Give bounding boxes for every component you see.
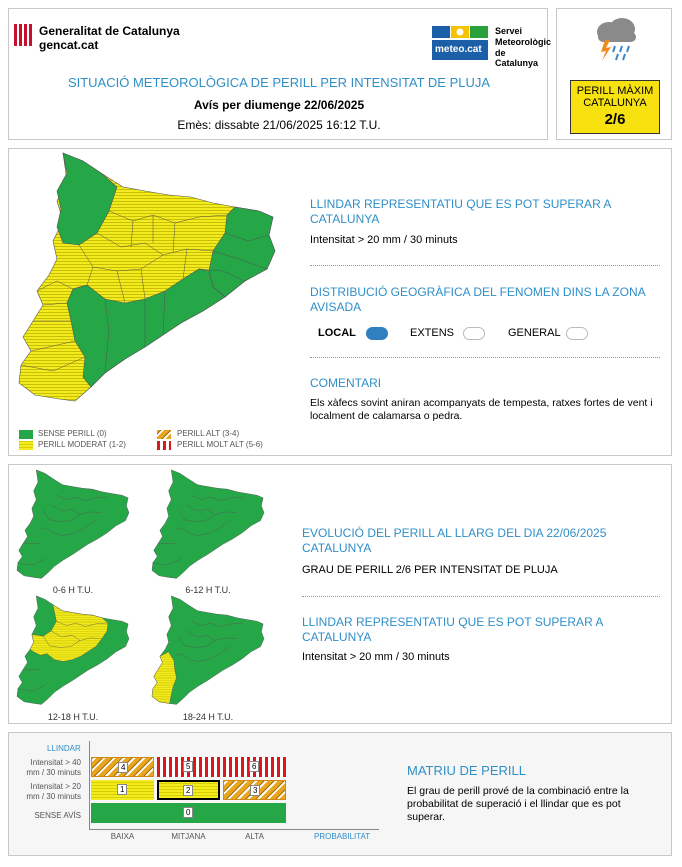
option-extens-label: EXTENS	[410, 327, 455, 339]
matrix-text: El grau de perill prové de la combinació entre la probabilitat de superació i el llindar que es pot superar.	[407, 785, 629, 823]
generalitat-logo-icon	[13, 23, 33, 47]
matrix-cell-1-label: 1	[117, 784, 127, 795]
matrix-cell-3	[223, 780, 286, 800]
matrix-cell-1	[91, 780, 154, 800]
legend-label-2: PERILL ALT (3-4)	[177, 429, 240, 438]
map-label-12-18: 12-18 H T.U.	[47, 712, 99, 722]
threshold-title: LLINDAR REPRESENTATIU QUE ES POT SUPERAR A CATALUNYA	[310, 197, 611, 226]
matrix-cell-4-label: 4	[118, 762, 128, 773]
max-danger-box	[556, 8, 672, 140]
option-local-label: LOCAL	[318, 327, 356, 339]
matrix-row-mid-1: Intensitat > 20	[30, 782, 81, 791]
matrix-cell-0	[91, 803, 286, 823]
matrix-row-high-2: mm / 30 minuts	[26, 768, 81, 777]
matrix-section	[8, 732, 672, 856]
map-label-6-12: 6-12 H T.U.	[185, 585, 231, 595]
storm-rain-icon	[589, 16, 643, 62]
divider	[310, 265, 660, 266]
map-0-6	[14, 469, 132, 581]
main-map-section	[8, 148, 672, 456]
evolution-title: EVOLUCIÓ DEL PERILL AL LLARG DEL DIA 22/06/2025 CATALUNYA	[302, 526, 607, 555]
matrix-row-high-1: Intensitat > 40	[30, 758, 81, 767]
matrix-cell-2-selected	[157, 780, 220, 800]
evolution-value: GRAU DE PERILL 2/6 PER INTENSITAT DE PLUJA	[302, 564, 558, 576]
evolution-threshold-title: LLINDAR REPRESENTATIU QUE ES POT SUPERAR A CATALUNYA	[302, 615, 603, 644]
matrix-cell-0-label: 0	[183, 807, 193, 818]
smc-name-3: de Catalunya	[495, 48, 539, 68]
option-extens-toggle[interactable]	[463, 327, 485, 340]
matrix-cell-2-label: 2	[183, 785, 193, 796]
option-general-label: GENERAL	[508, 327, 561, 339]
date-line: Avís per diumenge 22/06/2025	[193, 98, 365, 112]
matrix-cell-6-label: 6	[249, 761, 259, 772]
matrix-col-mitjana: MITJANA	[171, 832, 206, 841]
legend-swatch-red	[157, 441, 171, 450]
page-title: SITUACIÓ METEOROLÒGICA DE PERILL PER INTENSITAT DE PLUJA	[67, 75, 491, 90]
matrix-cell-6	[223, 757, 286, 777]
comments-title: COMENTARI	[310, 376, 382, 390]
catalonia-main-map	[13, 151, 281, 407]
map-12-18	[14, 595, 132, 707]
gov-name: Generalitat de Catalunya	[39, 24, 180, 38]
matrix-row-mid-2: mm / 30 minuts	[26, 792, 81, 801]
smc-logo-text: meteo.cat	[435, 44, 482, 55]
legend-swatch-orange	[157, 430, 171, 439]
legend-label-3: PERILL MOLT ALT (5-6)	[177, 440, 263, 449]
gov-site: gencat.cat	[39, 38, 99, 52]
matrix-y-axis	[89, 741, 90, 829]
matrix-x-axis	[89, 829, 379, 830]
smc-name-2: Meteorològic	[495, 37, 552, 47]
distribution-title: DISTRIBUCIÓ GEOGRÀFICA DEL FENOMEN DINS LA ZONA AVISADA	[310, 285, 645, 314]
option-general-toggle[interactable]	[566, 327, 588, 340]
map-label-0-6: 0-6 H T.U.	[52, 585, 94, 595]
legend-swatch-yellow	[19, 441, 33, 450]
max-label-2: CATALUNYA	[583, 97, 647, 109]
map-label-18-24: 18-24 H T.U.	[182, 712, 234, 722]
matrix-cell-5-label: 5	[183, 761, 193, 772]
smc-logo	[432, 26, 488, 60]
evolution-section	[8, 464, 672, 724]
legend-label-0: SENSE PERILL (0)	[38, 429, 107, 438]
comments-text: Els xàfecs sovint aniran acompanyats de tempesta, ratxes fortes de vent i localment de calamarsa o pedra.	[310, 397, 653, 422]
matrix-cell-5	[157, 757, 220, 777]
matrix-cell-3-label: 3	[250, 785, 260, 796]
legend-label-1: PERILL MODERAT (1-2)	[38, 440, 126, 449]
max-value: 2/6	[604, 111, 626, 128]
matrix-col-baixa: BAIXA	[110, 832, 135, 841]
matrix-row-none: SENSE AVÍS	[34, 811, 81, 820]
divider	[310, 357, 660, 358]
map-6-12	[149, 469, 267, 581]
matrix-title: MATRIU DE PERILL	[407, 763, 526, 778]
matrix-col-alta: ALTA	[245, 832, 264, 841]
max-danger-badge	[570, 80, 660, 134]
matrix-prob-label: PROBABILITAT	[314, 832, 371, 841]
max-label-1: PERILL MÀXIM	[576, 85, 654, 97]
divider	[302, 596, 660, 597]
issued-line: Emès: dissabte 21/06/2025 16:12 T.U.	[177, 118, 381, 132]
option-local-toggle[interactable]	[366, 327, 388, 340]
threshold-value: Intensitat > 20 mm / 30 minuts	[310, 234, 458, 246]
map-18-24	[149, 595, 267, 707]
smc-name-1: Servei	[495, 26, 523, 36]
matrix-cell-4	[91, 757, 154, 777]
matrix-llindar-label: LLINDAR	[47, 744, 81, 753]
evolution-threshold-value: Intensitat > 20 mm / 30 minuts	[302, 651, 450, 663]
legend-swatch-green	[19, 430, 33, 439]
header-box	[8, 8, 552, 140]
